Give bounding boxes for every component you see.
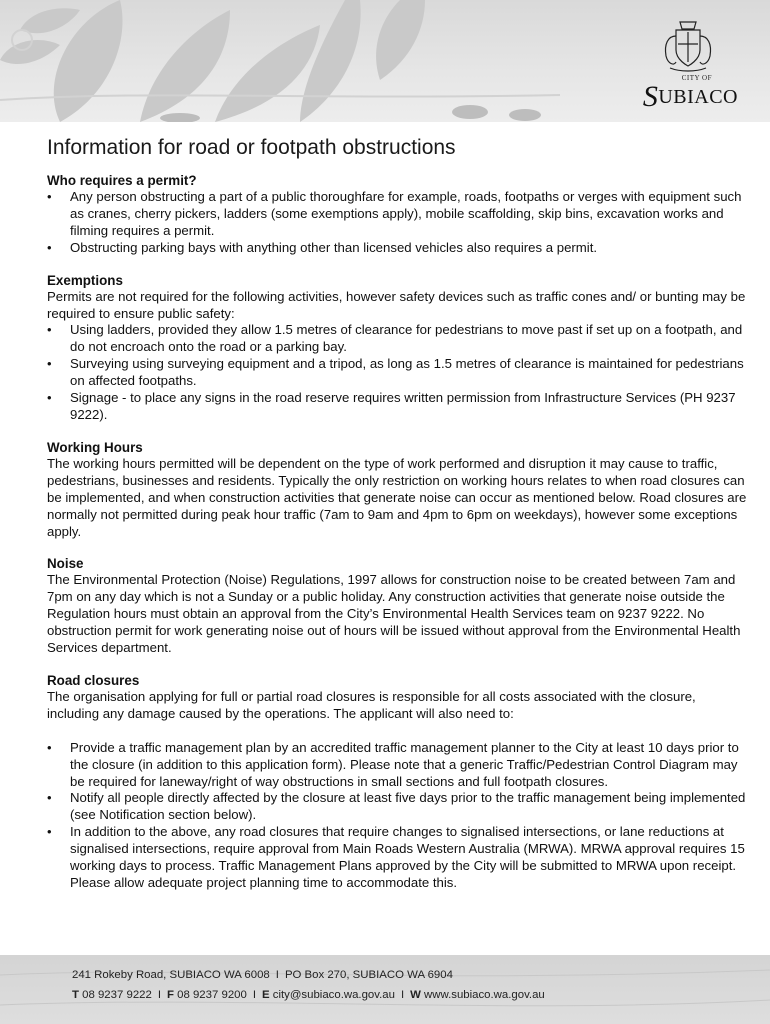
section-who-requires-permit (47, 172, 747, 257)
list-item: • Using ladders, provided they allow 1.5 metres of clearance for pedestrians to move past if set up on a footpath, and do not encroach onto the road or a parking bay. (47, 322, 747, 356)
section-exemptions (47, 272, 747, 424)
city-of-subiaco-logo (632, 16, 742, 113)
section-working-hours (47, 439, 747, 541)
section-intro: Permits are not required for the following activities, however safety devices such as traffic cones and/ or bunting may be required to ensure public safety: (47, 288, 746, 321)
section-road-closures (47, 672, 747, 892)
list-item: • Obstructing parking bays with anything other than licensed vehicles also requires a permit. (47, 240, 747, 257)
section-body: The working hours permitted will be dependent on the type of work performed and disruption it may cause to traffic, pedestrians, businesses and residents. Typically the only restriction on working hours relates to when road closures can be implemented, and when construction activities that generate noise can occur as mentioned below. Road closures are normally not permitted during peak hour traffic (7am to 9am and 4pm to 6pm on weekdays), however some exceptions apply. (47, 455, 747, 539)
footer-phone-label: T (72, 989, 79, 1001)
footer-address-line (72, 969, 453, 981)
footer-po-box: PO Box 270, SUBIACO WA 6904 (284, 969, 453, 981)
logo-name (643, 80, 738, 114)
logo-city-of: CITY OF (681, 74, 712, 82)
bullet-list (47, 189, 747, 257)
section-heading: Noise (47, 556, 84, 572)
list-item: • Signage - to place any signs in the road reserve requires written permission from Infrastructure Services (PH 9237 9222). (47, 390, 747, 424)
footer-separator: I (157, 989, 161, 1001)
footer-band (0, 955, 770, 1024)
footer-website: www.subiaco.wa.gov.au (424, 989, 545, 1001)
footer-separator: I (275, 969, 279, 981)
page-title: Information for road or footpath obstructions (47, 136, 456, 159)
list-item: • In addition to the above, any road closures that require changes to signalised intersections, or lane reductions at signalised intersections, require approval from Main Roads Western Australia (MRWA). MRWA approval requires 15 working days to process. Traffic Management Plans approved by the City will be submitted to MRWA upon receipt. Please allow adequate project planning time to accommodate this. (47, 824, 747, 892)
logo-name-rest: UBIACO (658, 86, 738, 108)
footer-email: city@subiaco.wa.gov.au (272, 989, 395, 1001)
bullet-list (47, 322, 747, 423)
leaf-decoration-icon (0, 0, 560, 122)
document-body (47, 136, 747, 907)
footer-contact-line (72, 989, 545, 1001)
section-heading: Road closures (47, 672, 140, 688)
bullet-list (47, 740, 747, 892)
header-band (0, 0, 770, 122)
footer-separator: I (400, 989, 405, 1001)
section-intro: The organisation applying for full or partial road closures is responsible for all costs associated with the closure, including any damage caused by the operations. The applicant will also need to: (47, 688, 696, 721)
logo-initial: S (642, 80, 659, 113)
list-item: • Provide a traffic management plan by an accredited traffic management planner to the City at least 10 days prior to the closure (in addition to this application form). Please note that a generic Traffic/Pedestrian Control Diagram may be required for laneway/right of way obstructions in small sections and full footpath closures. (47, 740, 747, 791)
section-heading: Working Hours (47, 439, 143, 455)
footer-address: 241 Rokeby Road, SUBIACO WA 6008 (72, 969, 270, 981)
section-noise (47, 555, 747, 657)
footer-phone: 08 9237 9222 (82, 989, 152, 1001)
section-heading: Who requires a permit? (47, 173, 197, 188)
list-item: • Any person obstructing a part of a public thoroughfare for example, roads, footpaths or verges with equipment such as cranes, cherry pickers, ladders (some exemptions apply), mobile scaffolding, skip bins, excavation works and filming requires a permit. (47, 189, 747, 240)
footer-website-label: W (410, 989, 421, 1001)
footer-fax-label: F (167, 989, 174, 1001)
footer-email-label: E (262, 989, 270, 1001)
list-item: • Surveying using surveying equipment and a tripod, as long as 1.5 metres of clearance is maintained for pedestrians on affected footpaths. (47, 356, 747, 390)
footer-fax: 08 9237 9200 (177, 989, 247, 1001)
coat-of-arms-icon (660, 16, 716, 74)
section-heading: Exemptions (47, 272, 123, 288)
list-item: • Notify all people directly affected by the closure at least five days prior to the traffic management being implemented (see Notification section below). (47, 790, 747, 824)
footer-separator: I (252, 989, 256, 1001)
section-body: The Environmental Protection (Noise) Regulations, 1997 allows for construction noise to be created between 7am and 7pm on any day which is not a Sunday or a public holiday. Any construction activities that generate noise outside the Regulation hours must obtain an approval from the City’s Environmental Health Services team on 9237 9222. No obstruction permit for work generating noise out of hours will be issued without approval from the Environmental Health Services department. (47, 572, 741, 656)
